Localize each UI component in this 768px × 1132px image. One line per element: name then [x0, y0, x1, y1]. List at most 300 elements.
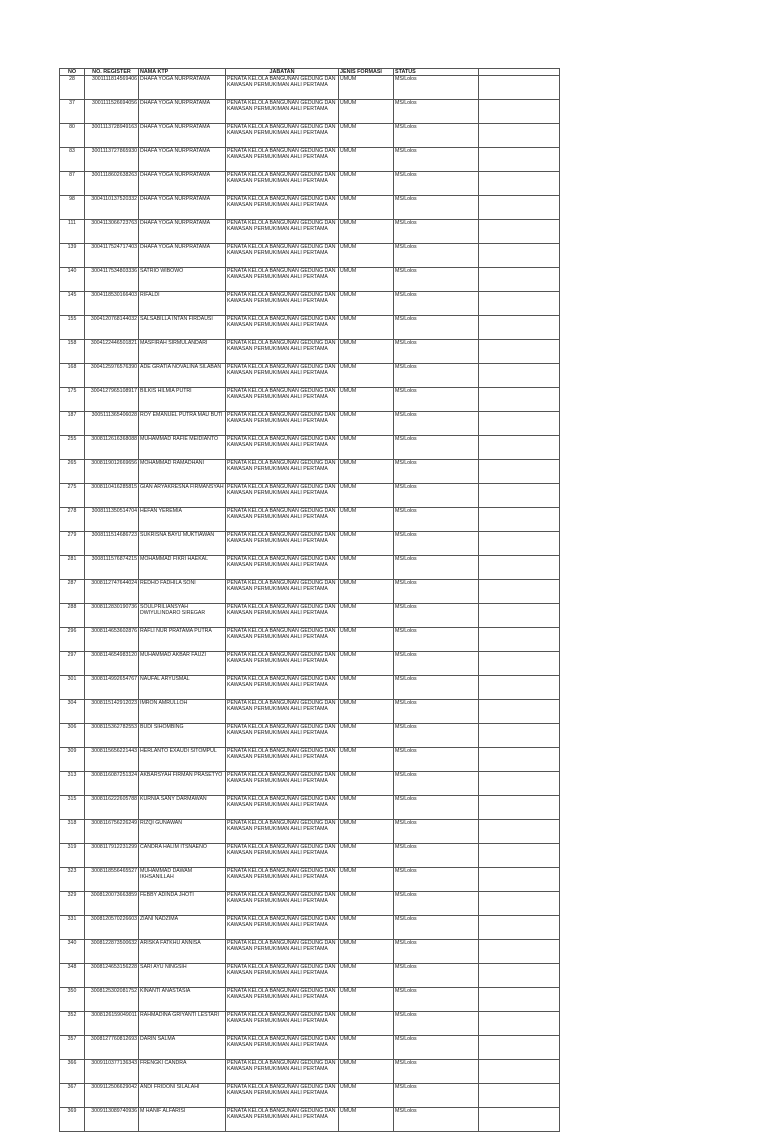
cell-nama: DHAFA YOGA NURPRATAMA [139, 100, 226, 124]
cell-status: MS/Lolos [394, 892, 479, 916]
cell-register: 3008127760812693 [85, 1036, 139, 1060]
cell-register: 3008111576874215 [85, 556, 139, 580]
cell-status: MS/Lolos [394, 508, 479, 532]
table-row [60, 796, 560, 820]
cell-register: 3004117524717403 [85, 244, 139, 268]
cell-register: 3004120768144032 [85, 316, 139, 340]
cell-nama: SALSABILLA INTAN FIRDAUSI [139, 316, 226, 340]
cell-nama: BUDI SIHOMBING [139, 724, 226, 748]
cell-nama: ANDI FRIDONI SILALAHI [139, 1084, 226, 1108]
cell-blank [479, 580, 560, 604]
cell-jabatan: PENATA KELOLA BANGUNAN GEDUNG DAN KAWASAN PERMUKIMAN AHLI PERTAMA [226, 124, 339, 148]
cell-jenis-formasi: UMUM [339, 964, 394, 988]
cell-jabatan: PENATA KELOLA BANGUNAN GEDUNG DAN KAWASAN PERMUKIMAN AHLI PERTAMA [226, 628, 339, 652]
cell-blank [479, 340, 560, 364]
cell-status: MS/Lolos [394, 676, 479, 700]
cell-status: MS/Lolos [394, 1012, 479, 1036]
cell-status: MS/Lolos [394, 340, 479, 364]
cell-jabatan: PENATA KELOLA BANGUNAN GEDUNG DAN KAWASAN PERMUKIMAN AHLI PERTAMA [226, 388, 339, 412]
cell-jabatan: PENATA KELOLA BANGUNAN GEDUNG DAN KAWASAN PERMUKIMAN AHLI PERTAMA [226, 340, 339, 364]
cell-no: 278 [60, 508, 85, 532]
cell-no: 139 [60, 244, 85, 268]
cell-jabatan: PENATA KELOLA BANGUNAN GEDUNG DAN KAWASAN PERMUKIMAN AHLI PERTAMA [226, 1084, 339, 1108]
cell-jenis-formasi: UMUM [339, 1084, 394, 1108]
table-row [60, 244, 560, 268]
cell-jabatan: PENATA KELOLA BANGUNAN GEDUNG DAN KAWASAN PERMUKIMAN AHLI PERTAMA [226, 292, 339, 316]
cell-register: 3008120073663859 [85, 892, 139, 916]
table-row [60, 676, 560, 700]
cell-status: MS/Lolos [394, 748, 479, 772]
cell-jabatan: PENATA KELOLA BANGUNAN GEDUNG DAN KAWASAN PERMUKIMAN AHLI PERTAMA [226, 724, 339, 748]
cell-jabatan: PENATA KELOLA BANGUNAN GEDUNG DAN KAWASAN PERMUKIMAN AHLI PERTAMA [226, 268, 339, 292]
cell-jenis-formasi: UMUM [339, 1012, 394, 1036]
cell-status: MS/Lolos [394, 244, 479, 268]
cell-nama: SOULPRILIANSYAH DWIYULINDARO SIREGAR [139, 604, 226, 628]
cell-nama: DARIN SALMA [139, 1036, 226, 1060]
cell-register: 3004113066723763 [85, 220, 139, 244]
cell-jenis-formasi: UMUM [339, 676, 394, 700]
cell-nama: DHAFA YOGA NURPRATAMA [139, 148, 226, 172]
cell-register: 3008115142912023 [85, 700, 139, 724]
cell-blank [479, 220, 560, 244]
cell-no: 323 [60, 868, 85, 892]
cell-jabatan: PENATA KELOLA BANGUNAN GEDUNG DAN KAWASAN PERMUKIMAN AHLI PERTAMA [226, 220, 339, 244]
cell-no: 187 [60, 412, 85, 436]
cell-blank [479, 1060, 560, 1084]
cell-jenis-formasi: UMUM [339, 268, 394, 292]
cell-blank [479, 124, 560, 148]
cell-register: 3004125976576390 [85, 364, 139, 388]
cell-status: MS/Lolos [394, 148, 479, 172]
cell-register: 3004122446501821 [85, 340, 139, 364]
cell-jabatan: PENATA KELOLA BANGUNAN GEDUNG DAN KAWASAN PERMUKIMAN AHLI PERTAMA [226, 412, 339, 436]
cell-blank [479, 892, 560, 916]
table-row [60, 916, 560, 940]
cell-jenis-formasi: UMUM [339, 316, 394, 340]
cell-jenis-formasi: UMUM [339, 1108, 394, 1132]
cell-no: 297 [60, 652, 85, 676]
cell-register: 3004117534803336 [85, 268, 139, 292]
cell-jabatan: PENATA KELOLA BANGUNAN GEDUNG DAN KAWASAN PERMUKIMAN AHLI PERTAMA [226, 556, 339, 580]
cell-register: 3009113089740936 [85, 1108, 139, 1132]
cell-register: 3001118602638263 [85, 172, 139, 196]
table-header-row [60, 69, 560, 76]
cell-jabatan: PENATA KELOLA BANGUNAN GEDUNG DAN KAWASAN PERMUKIMAN AHLI PERTAMA [226, 652, 339, 676]
cell-jabatan: PENATA KELOLA BANGUNAN GEDUNG DAN KAWASAN PERMUKIMAN AHLI PERTAMA [226, 796, 339, 820]
cell-jabatan: PENATA KELOLA BANGUNAN GEDUNG DAN KAWASAN PERMUKIMAN AHLI PERTAMA [226, 700, 339, 724]
table-row [60, 388, 560, 412]
cell-jabatan: PENATA KELOLA BANGUNAN GEDUNG DAN KAWASAN PERMUKIMAN AHLI PERTAMA [226, 316, 339, 340]
cell-blank [479, 724, 560, 748]
cell-register: 3008119012669656 [85, 460, 139, 484]
cell-jabatan: PENATA KELOLA BANGUNAN GEDUNG DAN KAWASAN PERMUKIMAN AHLI PERTAMA [226, 1108, 339, 1132]
cell-no: 158 [60, 340, 85, 364]
table-row [60, 508, 560, 532]
cell-no: 255 [60, 436, 85, 460]
cell-no: 350 [60, 988, 85, 1012]
cell-status: MS/Lolos [394, 268, 479, 292]
cell-jabatan: PENATA KELOLA BANGUNAN GEDUNG DAN KAWASAN PERMUKIMAN AHLI PERTAMA [226, 580, 339, 604]
table-row [60, 316, 560, 340]
cell-no: 111 [60, 220, 85, 244]
cell-blank [479, 436, 560, 460]
cell-jenis-formasi: UMUM [339, 556, 394, 580]
cell-jabatan: PENATA KELOLA BANGUNAN GEDUNG DAN KAWASAN PERMUKIMAN AHLI PERTAMA [226, 1036, 339, 1060]
cell-jenis-formasi: UMUM [339, 748, 394, 772]
cell-nama: MOHAMMAD RAMADHANI [139, 460, 226, 484]
cell-jenis-formasi: UMUM [339, 844, 394, 868]
cell-jenis-formasi: UMUM [339, 412, 394, 436]
table-row [60, 556, 560, 580]
table-body [60, 76, 560, 1132]
cell-blank [479, 1108, 560, 1132]
cell-blank [479, 748, 560, 772]
cell-blank [479, 676, 560, 700]
cell-nama: SATRIO WIBOWO [139, 268, 226, 292]
cell-nama: REDHO FADHILA SONI [139, 580, 226, 604]
cell-no: 348 [60, 964, 85, 988]
table-row [60, 172, 560, 196]
cell-jabatan: PENATA KELOLA BANGUNAN GEDUNG DAN KAWASAN PERMUKIMAN AHLI PERTAMA [226, 868, 339, 892]
table-row [60, 268, 560, 292]
cell-jabatan: PENATA KELOLA BANGUNAN GEDUNG DAN KAWASAN PERMUKIMAN AHLI PERTAMA [226, 916, 339, 940]
cell-blank [479, 244, 560, 268]
cell-status: MS/Lolos [394, 724, 479, 748]
table-row [60, 772, 560, 796]
cell-register: 3004110137520332 [85, 196, 139, 220]
cell-nama: RIFALDI [139, 292, 226, 316]
cell-nama: KURNIA SANY DARMAWAN [139, 796, 226, 820]
cell-blank [479, 484, 560, 508]
cell-nama: DHAFA YOGA NURPRATAMA [139, 220, 226, 244]
cell-nama: MUHAMMAD DAWAM IKHSANILLAH [139, 868, 226, 892]
cell-status: MS/Lolos [394, 820, 479, 844]
cell-jenis-formasi: UMUM [339, 436, 394, 460]
cell-jenis-formasi: UMUM [339, 868, 394, 892]
cell-nama: RAHMADINA GRIYANTI LESTARI [139, 1012, 226, 1036]
cell-blank [479, 652, 560, 676]
table-row [60, 364, 560, 388]
cell-no: 313 [60, 772, 85, 796]
cell-jabatan: PENATA KELOLA BANGUNAN GEDUNG DAN KAWASAN PERMUKIMAN AHLI PERTAMA [226, 364, 339, 388]
cell-nama: AKBARSYAH FIRMAN PRASETYO [139, 772, 226, 796]
cell-nama: RIZQI GUNAWAN [139, 820, 226, 844]
header-jabatan: JABATAN [226, 69, 339, 76]
cell-status: MS/Lolos [394, 916, 479, 940]
cell-register: 3009110377136343 [85, 1060, 139, 1084]
cell-blank [479, 1084, 560, 1108]
cell-jenis-formasi: UMUM [339, 580, 394, 604]
cell-no: 318 [60, 820, 85, 844]
cell-no: 279 [60, 532, 85, 556]
cell-nama: MUHAMMAD RAFIE MEIDIANTO [139, 436, 226, 460]
cell-jenis-formasi: UMUM [339, 460, 394, 484]
table-row [60, 436, 560, 460]
cell-nama: CANDRA HALIM ITSNAENO [139, 844, 226, 868]
cell-nama: MOHAMMAD FIKRI HAEKAL [139, 556, 226, 580]
cell-blank [479, 532, 560, 556]
cell-jenis-formasi: UMUM [339, 628, 394, 652]
cell-blank [479, 964, 560, 988]
cell-no: 304 [60, 700, 85, 724]
cell-no: 37 [60, 100, 85, 124]
cell-status: MS/Lolos [394, 460, 479, 484]
cell-no: 287 [60, 580, 85, 604]
cell-status: MS/Lolos [394, 124, 479, 148]
table-row [60, 988, 560, 1012]
cell-jabatan: PENATA KELOLA BANGUNAN GEDUNG DAN KAWASAN PERMUKIMAN AHLI PERTAMA [226, 436, 339, 460]
cell-no: 265 [60, 460, 85, 484]
cell-jabatan: PENATA KELOLA BANGUNAN GEDUNG DAN KAWASAN PERMUKIMAN AHLI PERTAMA [226, 508, 339, 532]
cell-no: 288 [60, 604, 85, 628]
cell-nama: MUHAMMAD AKBAR FAUZI [139, 652, 226, 676]
cell-register: 3008112616368088 [85, 436, 139, 460]
cell-jenis-formasi: UMUM [339, 292, 394, 316]
cell-status: MS/Lolos [394, 1084, 479, 1108]
cell-nama: BILKIS HILMIA PUTRI [139, 388, 226, 412]
cell-jenis-formasi: UMUM [339, 340, 394, 364]
cell-jenis-formasi: UMUM [339, 484, 394, 508]
cell-status: MS/Lolos [394, 628, 479, 652]
cell-jabatan: PENATA KELOLA BANGUNAN GEDUNG DAN KAWASAN PERMUKIMAN AHLI PERTAMA [226, 196, 339, 220]
cell-register: 3001113727865930 [85, 148, 139, 172]
cell-no: 309 [60, 748, 85, 772]
cell-status: MS/Lolos [394, 580, 479, 604]
cell-register: 3001111814569406 [85, 76, 139, 100]
cell-status: MS/Lolos [394, 196, 479, 220]
cell-nama: RAFLI NUR PRATAMA PUTRA [139, 628, 226, 652]
cell-jenis-formasi: UMUM [339, 220, 394, 244]
cell-register: 3008118556465527 [85, 868, 139, 892]
cell-jabatan: PENATA KELOLA BANGUNAN GEDUNG DAN KAWASAN PERMUKIMAN AHLI PERTAMA [226, 532, 339, 556]
table-row [60, 844, 560, 868]
cell-no: 98 [60, 196, 85, 220]
cell-no: 83 [60, 148, 85, 172]
cell-blank [479, 844, 560, 868]
cell-no: 319 [60, 844, 85, 868]
cell-blank [479, 700, 560, 724]
cell-status: MS/Lolos [394, 316, 479, 340]
table-row [60, 1084, 560, 1108]
cell-register: 3008115656221443 [85, 748, 139, 772]
cell-jenis-formasi: UMUM [339, 940, 394, 964]
cell-status: MS/Lolos [394, 364, 479, 388]
cell-status: MS/Lolos [394, 1036, 479, 1060]
cell-blank [479, 316, 560, 340]
cell-nama: M HANIF ALFARISI [139, 1108, 226, 1132]
cell-register: 3008115362782553 [85, 724, 139, 748]
cell-nama: KINANTI ANASTASIA [139, 988, 226, 1012]
cell-nama: SARI AYU NINGSIH [139, 964, 226, 988]
cell-no: 168 [60, 364, 85, 388]
cell-jabatan: PENATA KELOLA BANGUNAN GEDUNG DAN KAWASAN PERMUKIMAN AHLI PERTAMA [226, 676, 339, 700]
cell-register: 3008116756226249 [85, 820, 139, 844]
cell-no: 306 [60, 724, 85, 748]
cell-jabatan: PENATA KELOLA BANGUNAN GEDUNG DAN KAWASAN PERMUKIMAN AHLI PERTAMA [226, 172, 339, 196]
table-row [60, 1108, 560, 1132]
cell-jabatan: PENATA KELOLA BANGUNAN GEDUNG DAN KAWASAN PERMUKIMAN AHLI PERTAMA [226, 940, 339, 964]
cell-no: 366 [60, 1060, 85, 1084]
table-row [60, 532, 560, 556]
cell-status: MS/Lolos [394, 1108, 479, 1132]
cell-blank [479, 796, 560, 820]
cell-status: MS/Lolos [394, 868, 479, 892]
table-row [60, 292, 560, 316]
cell-no: 145 [60, 292, 85, 316]
cell-status: MS/Lolos [394, 292, 479, 316]
cell-blank [479, 268, 560, 292]
table-row [60, 748, 560, 772]
header-no: NO [60, 69, 85, 76]
table-row [60, 196, 560, 220]
cell-status: MS/Lolos [394, 532, 479, 556]
cell-blank [479, 148, 560, 172]
cell-jenis-formasi: UMUM [339, 100, 394, 124]
cell-nama: HERLANTO EXAUDI SITOMPUL [139, 748, 226, 772]
cell-register: 3005111365406028 [85, 412, 139, 436]
cell-register: 3008111350514704 [85, 508, 139, 532]
cell-status: MS/Lolos [394, 796, 479, 820]
cell-blank [479, 100, 560, 124]
cell-status: MS/Lolos [394, 484, 479, 508]
cell-register: 3008112830190736 [85, 604, 139, 628]
table-row [60, 940, 560, 964]
cell-nama: DHAFA YOGA NURPRATAMA [139, 196, 226, 220]
cell-register: 3008111514686723 [85, 532, 139, 556]
header-jenis-formasi: JENIS FORMASI [339, 69, 394, 76]
table-row [60, 604, 560, 628]
table-row [60, 76, 560, 100]
cell-blank [479, 868, 560, 892]
cell-blank [479, 172, 560, 196]
cell-status: MS/Lolos [394, 652, 479, 676]
table-row [60, 820, 560, 844]
cell-jenis-formasi: UMUM [339, 700, 394, 724]
cell-jenis-formasi: UMUM [339, 724, 394, 748]
cell-jenis-formasi: UMUM [339, 388, 394, 412]
cell-blank [479, 388, 560, 412]
table-row [60, 700, 560, 724]
cell-status: MS/Lolos [394, 436, 479, 460]
cell-blank [479, 1036, 560, 1060]
cell-jabatan: PENATA KELOLA BANGUNAN GEDUNG DAN KAWASAN PERMUKIMAN AHLI PERTAMA [226, 988, 339, 1012]
cell-status: MS/Lolos [394, 940, 479, 964]
cell-blank [479, 412, 560, 436]
table-row [60, 964, 560, 988]
table-row [60, 1036, 560, 1060]
cell-no: 281 [60, 556, 85, 580]
cell-blank [479, 460, 560, 484]
table-row [60, 148, 560, 172]
cell-no: 28 [60, 76, 85, 100]
table-row [60, 652, 560, 676]
cell-nama: NAUFAL ARYUSMAL [139, 676, 226, 700]
cell-jenis-formasi: UMUM [339, 532, 394, 556]
cell-jenis-formasi: UMUM [339, 772, 394, 796]
cell-blank [479, 604, 560, 628]
cell-jenis-formasi: UMUM [339, 196, 394, 220]
cell-register: 3009112506629042 [85, 1084, 139, 1108]
cell-jenis-formasi: UMUM [339, 508, 394, 532]
cell-jabatan: PENATA KELOLA BANGUNAN GEDUNG DAN KAWASAN PERMUKIMAN AHLI PERTAMA [226, 820, 339, 844]
cell-jabatan: PENATA KELOLA BANGUNAN GEDUNG DAN KAWASAN PERMUKIMAN AHLI PERTAMA [226, 748, 339, 772]
cell-no: 340 [60, 940, 85, 964]
header-blank [479, 69, 560, 76]
cell-no: 352 [60, 1012, 85, 1036]
cell-register: 3008116222605788 [85, 796, 139, 820]
cell-register: 3008116087251324 [85, 772, 139, 796]
cell-blank [479, 196, 560, 220]
cell-jenis-formasi: UMUM [339, 1036, 394, 1060]
cell-nama: DHAFA YOGA NURPRATAMA [139, 76, 226, 100]
table-row [60, 628, 560, 652]
cell-register: 3008117912231299 [85, 844, 139, 868]
cell-nama: IMRON AMRULLOH [139, 700, 226, 724]
cell-status: MS/Lolos [394, 100, 479, 124]
cell-nama: ROY EMANUEL PUTRA MAU BUTI [139, 412, 226, 436]
cell-status: MS/Lolos [394, 76, 479, 100]
cell-no: 331 [60, 916, 85, 940]
cell-jabatan: PENATA KELOLA BANGUNAN GEDUNG DAN KAWASAN PERMUKIMAN AHLI PERTAMA [226, 772, 339, 796]
table-row [60, 892, 560, 916]
header-status: STATUS [394, 69, 479, 76]
cell-register: 3001111526694056 [85, 100, 139, 124]
cell-status: MS/Lolos [394, 412, 479, 436]
cell-nama: ARISKA FATKHU ANNISA [139, 940, 226, 964]
cell-status: MS/Lolos [394, 700, 479, 724]
cell-blank [479, 916, 560, 940]
table-row [60, 868, 560, 892]
cell-jenis-formasi: UMUM [339, 124, 394, 148]
cell-nama: DHAFA YOGA NURPRATAMA [139, 172, 226, 196]
cell-jabatan: PENATA KELOLA BANGUNAN GEDUNG DAN KAWASAN PERMUKIMAN AHLI PERTAMA [226, 1060, 339, 1084]
cell-no: 80 [60, 124, 85, 148]
cell-blank [479, 508, 560, 532]
cell-jabatan: PENATA KELOLA BANGUNAN GEDUNG DAN KAWASAN PERMUKIMAN AHLI PERTAMA [226, 1012, 339, 1036]
table-row [60, 1060, 560, 1084]
cell-jabatan: PENATA KELOLA BANGUNAN GEDUNG DAN KAWASAN PERMUKIMAN AHLI PERTAMA [226, 604, 339, 628]
cell-register: 3008114653602876 [85, 628, 139, 652]
cell-jabatan: PENATA KELOLA BANGUNAN GEDUNG DAN KAWASAN PERMUKIMAN AHLI PERTAMA [226, 100, 339, 124]
table-row [60, 100, 560, 124]
cell-blank [479, 364, 560, 388]
cell-nama: DHAFA YOGA NURPRATAMA [139, 244, 226, 268]
table-row [60, 340, 560, 364]
cell-nama: ZIANI NADZIMA [139, 916, 226, 940]
cell-no: 296 [60, 628, 85, 652]
cell-jenis-formasi: UMUM [339, 820, 394, 844]
cell-status: MS/Lolos [394, 772, 479, 796]
cell-nama: FRENGKI CANDRA [139, 1060, 226, 1084]
cell-status: MS/Lolos [394, 964, 479, 988]
cell-no: 367 [60, 1084, 85, 1108]
cell-no: 329 [60, 892, 85, 916]
table-row [60, 484, 560, 508]
cell-status: MS/Lolos [394, 988, 479, 1012]
cell-register: 3008126159049011 [85, 1012, 139, 1036]
cell-jenis-formasi: UMUM [339, 172, 394, 196]
cell-register: 3008120570226603 [85, 916, 139, 940]
cell-no: 357 [60, 1036, 85, 1060]
cell-nama: HEFAN YEREMIA [139, 508, 226, 532]
cell-register: 3001113728949163 [85, 124, 139, 148]
results-table [59, 68, 560, 1132]
cell-jabatan: PENATA KELOLA BANGUNAN GEDUNG DAN KAWASAN PERMUKIMAN AHLI PERTAMA [226, 964, 339, 988]
cell-no: 301 [60, 676, 85, 700]
header-register: NO. REGISTER [85, 69, 139, 76]
cell-jenis-formasi: UMUM [339, 916, 394, 940]
cell-register: 3008114654983120 [85, 652, 139, 676]
